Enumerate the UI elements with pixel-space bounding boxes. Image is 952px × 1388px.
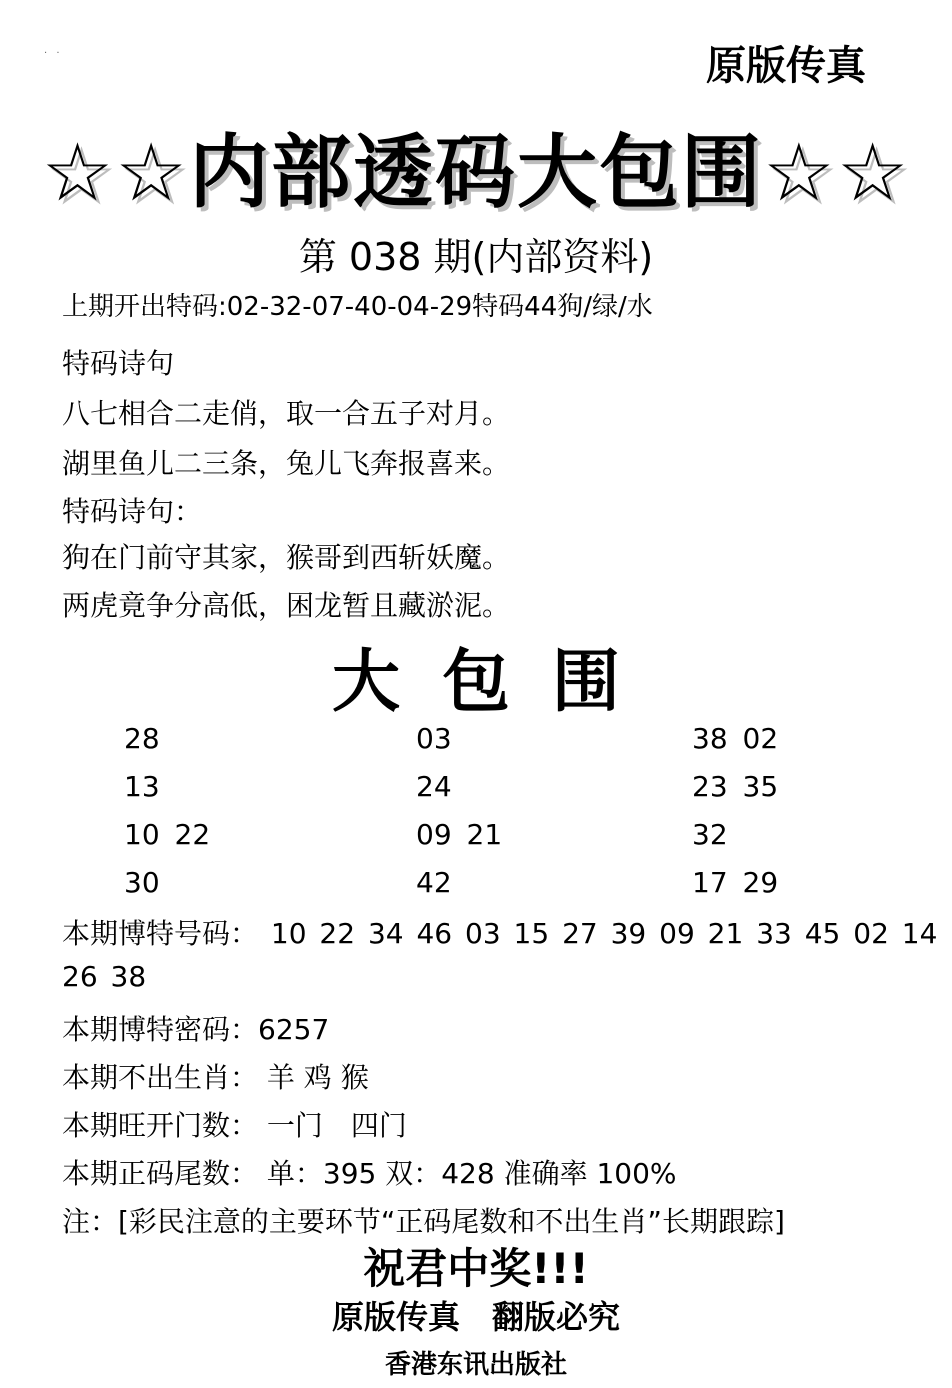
corner-dots: · · <box>44 48 63 59</box>
grid-cell: 38 02 <box>692 722 779 755</box>
fax-notice: 原版传真 翻版必究 <box>331 1298 620 1336</box>
congrats: 祝君中奖!!! <box>363 1244 589 1293</box>
poem-heading: 特码诗句： <box>62 495 203 528</box>
grid-cell: 17 29 <box>692 866 779 899</box>
tail-numbers: 本期正码尾数： 单：395 双：428 准确率 100% <box>62 1157 677 1190</box>
publisher: 香港东讯出版社 <box>384 1350 567 1380</box>
grid-cell: 24 <box>416 770 452 803</box>
no-zodiac: 本期不出生肖： 羊 鸡 猴 <box>62 1061 369 1094</box>
poem-line: 八七相合二走俏，取一合五子对月。 <box>62 397 511 430</box>
poem-line: 湖里鱼儿二三条，兔儿飞奔报喜来。 <box>62 447 511 480</box>
lucky-doors: 本期旺开门数： 一门 四门 <box>62 1109 407 1142</box>
issue-number: 第 038 期(内部资料) <box>298 235 654 279</box>
grid-cell: 42 <box>416 866 452 899</box>
poem-heading: 特码诗句 <box>62 347 175 380</box>
secret-code: 本期博特密码：6257 <box>62 1013 330 1046</box>
grid-cell: 03 <box>416 722 452 755</box>
grid-cell: 13 <box>124 770 160 803</box>
grid-cell: 32 <box>692 818 728 851</box>
grid-cell: 23 35 <box>692 770 779 803</box>
grid-cell: 10 22 <box>124 818 211 851</box>
fax-label: 原版传真 <box>706 43 866 89</box>
grid-cell: 30 <box>124 866 160 899</box>
note: 注：[彩民注意的主要环节“正码尾数和不出生肖”长期跟踪] <box>62 1205 785 1238</box>
special-numbers-cont: 26 38 <box>62 960 147 993</box>
poem-line: 狗在门前守其家，猴哥到西斩妖魔。 <box>62 541 511 574</box>
grid-cell: 09 21 <box>416 818 503 851</box>
grid-cell: 28 <box>124 722 160 755</box>
page-title: ☆☆内部透码大包围☆☆ <box>41 126 911 219</box>
poem-line: 两虎竟争分高低，困龙暂且藏淤泥。 <box>62 589 511 622</box>
last-draw-result: 上期开出特码:02-32-07-40-04-29特码44狗/绿/水 <box>62 292 653 322</box>
grid-title: 大包围 <box>331 643 662 722</box>
special-numbers: 本期博特号码： 10 22 34 46 03 15 27 39 09 21 33 45 02 14 <box>62 917 938 950</box>
